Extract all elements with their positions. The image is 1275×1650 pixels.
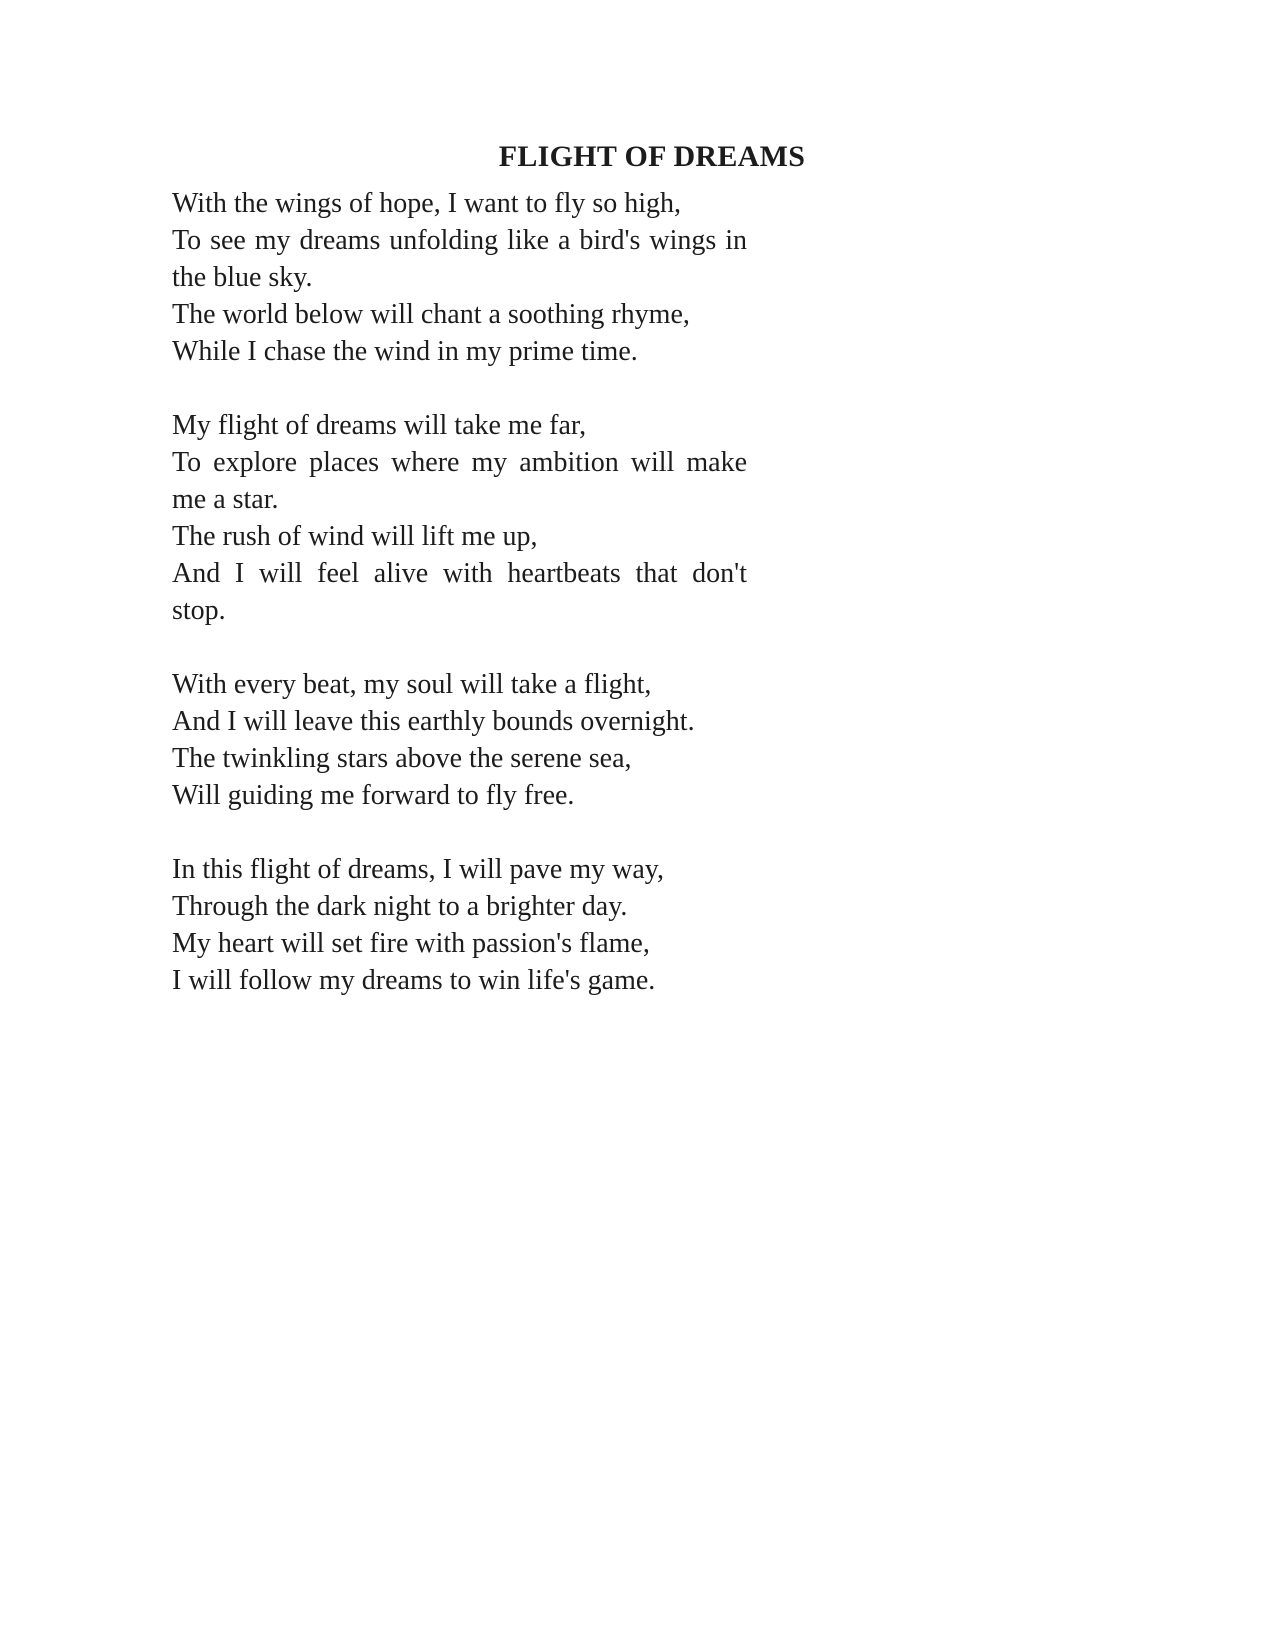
poem-line: And I will leave this earthly bounds overnight. [172,706,695,737]
poem-line: Through the dark night to a brighter day. [172,891,628,922]
poem-line: With the wings of hope, I want to fly so high, [172,188,682,219]
poem-line: I will follow my dreams to win life's game. [172,965,656,996]
poem-line: To see my dreams unfolding like a bird's wings in [172,225,747,256]
poem-line: The twinkling stars above the serene sea, [172,743,632,774]
poem-line: My heart will set fire with passion's flame, [172,928,650,959]
poem-stanza [172,851,747,999]
poem-line: In this flight of dreams, I will pave my way, [172,854,664,885]
poem-line: My flight of dreams will take me far, [172,410,587,441]
poem-line: stop. [172,595,226,626]
poem-title: FLIGHT OF DREAMS [498,140,806,173]
poem-line: To explore places where my ambition will make [172,447,747,478]
poem-line: And I will feel alive with heartbeats that don't [172,558,747,589]
poem-line: me a star. [172,484,279,515]
document-content [172,137,1132,999]
poem-line: With every beat, my soul will take a flight, [172,669,652,700]
poem-stanza [172,666,747,814]
poem-line: The rush of wind will lift me up, [172,521,538,552]
poem-line: The world below will chant a soothing rhyme, [172,299,690,330]
poem-line: While I chase the wind in my prime time. [172,336,638,367]
poem-line: Will guiding me forward to fly free. [172,780,575,811]
poem-body [172,185,747,999]
poem-line: the blue sky. [172,262,313,293]
poem-stanza [172,407,747,629]
poem-stanza [172,185,747,370]
